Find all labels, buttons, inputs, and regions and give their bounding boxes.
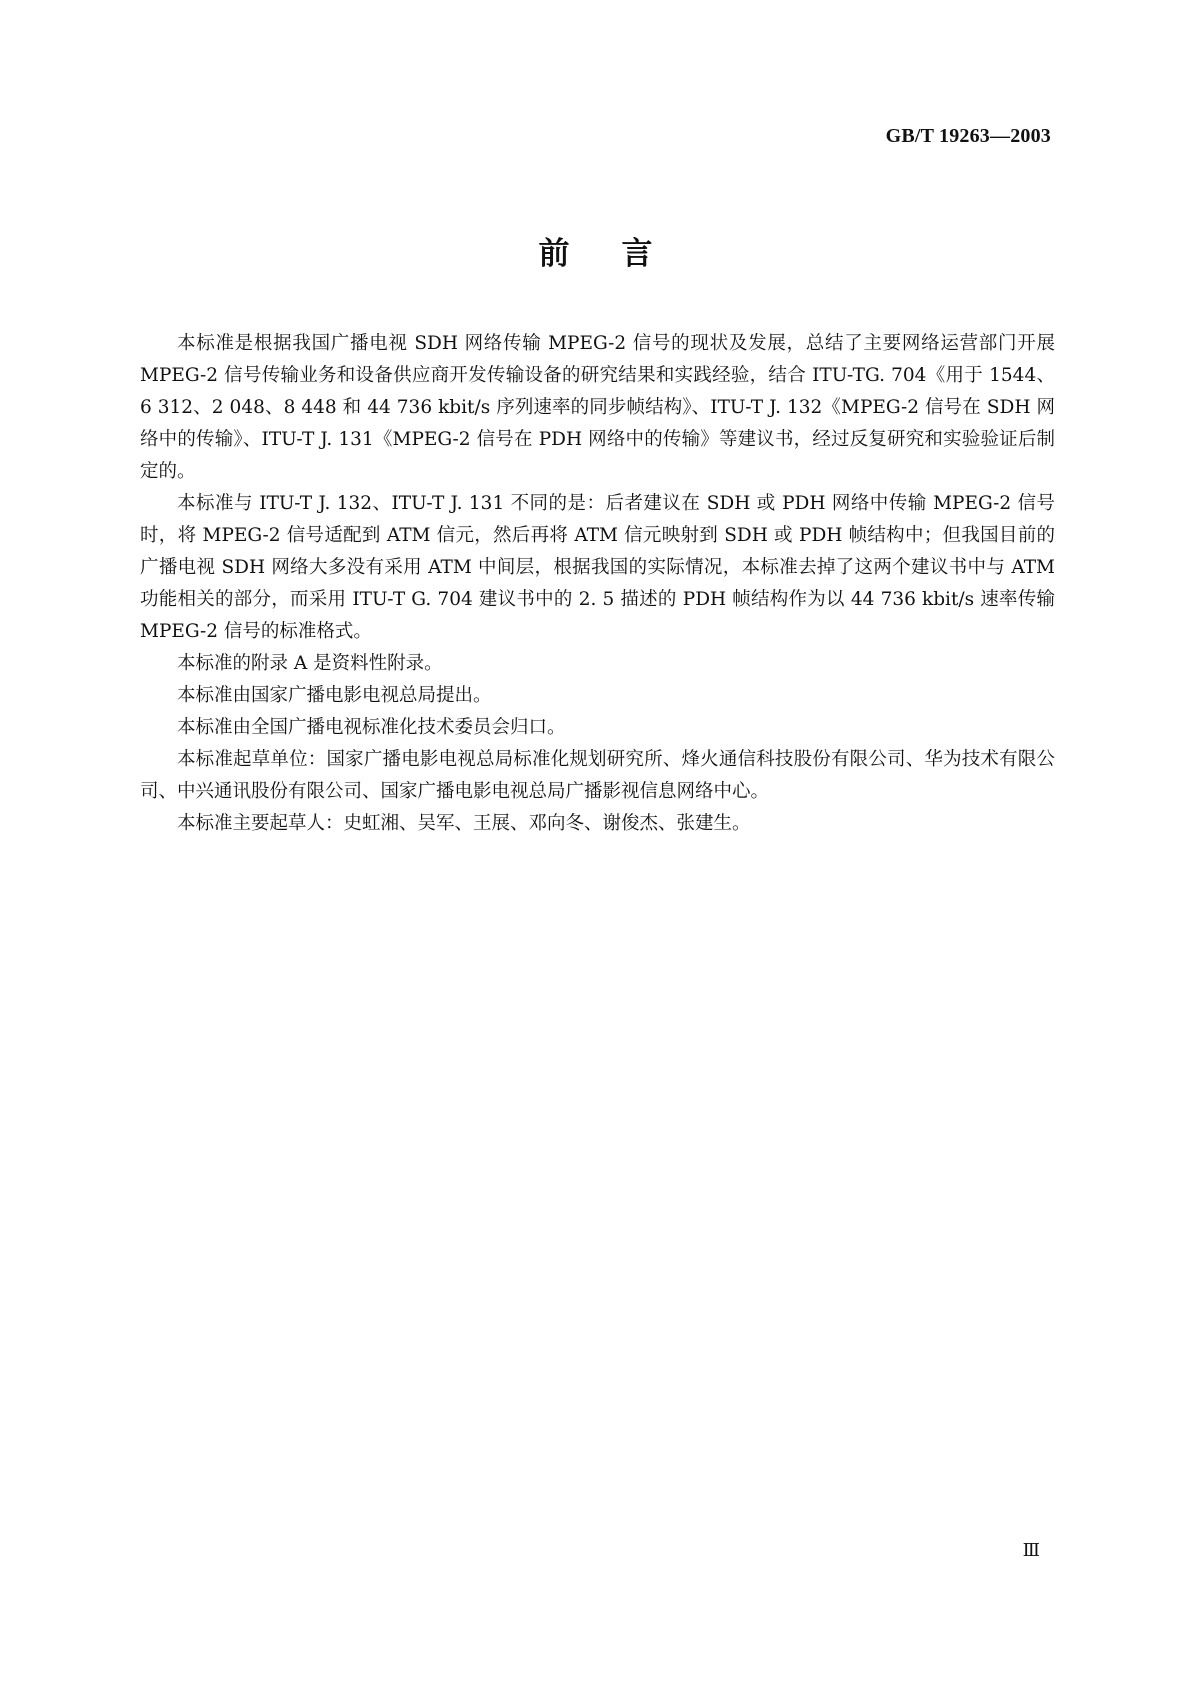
page-title: 前言 — [538, 236, 705, 272]
paragraph-proposer: 本标准由国家广播电影电视总局提出。 — [177, 685, 492, 706]
foreword-body — [140, 328, 1055, 840]
paragraph-committee: 本标准由全国广播电视标准化技术委员会归口。 — [177, 717, 566, 738]
standard-code: GB/T 19263—2003 — [885, 125, 1051, 147]
paragraph-background: 本标准是根据我国广播电视 SDH 网络传输 MPEG-2 信号的现状及发展，总结了主要网络运营部门开展 MPEG-2 信号传输业务和设备供应商开发传输设备的研究结果和实践经验，结合 ITU-TG. 704《用于 1544、6 312、2 048、8 448 和 44 736 kbit/s 序列速率的同步帧结构》、ITU-T J. 132《MPEG-2 信号在 SDH 网络中的传输》、ITU-T J. 131《MPEG-2 信号在 PDH 网络中的传输》等建议书，经过反复研究和实验验证后制定的。 — [140, 333, 1055, 482]
paragraph-drafting-units: 本标准起草单位：国家广播电影电视总局标准化规划研究所、烽火通信科技股份有限公司、华为技术有限公司、中兴通讯股份有限公司、国家广播电影电视总局广播影视信息网络中心。 — [140, 749, 1055, 802]
paragraph-drafters: 本标准主要起草人：史虹湘、吴军、王展、邓向冬、谢俊杰、张建生。 — [177, 813, 751, 834]
page-number: Ⅲ — [1022, 1540, 1039, 1560]
paragraph-differences: 本标准与 ITU-T J. 132、ITU-T J. 131 不同的是：后者建议在 SDH 或 PDH 网络中传输 MPEG-2 信号时，将 MPEG-2 信号适配到 ATM 信元，然后再将 ATM 信元映射到 SDH 或 PDH 帧结构中；但我国目前的广播电视 SDH 网络大多没有采用 ATM 中间层，根据我国的实际情况，本标准去掉了这两个建议书中与 ATM 功能相关的部分，而采用 ITU-T G. 704 建议书中的 2. 5 描述的 PDH 帧结构作为以 44 736 kbit/s 速率传输 MPEG-2 信号的标准格式。 — [140, 493, 1055, 642]
paragraph-annex: 本标准的附录 A 是资料性附录。 — [177, 653, 443, 674]
